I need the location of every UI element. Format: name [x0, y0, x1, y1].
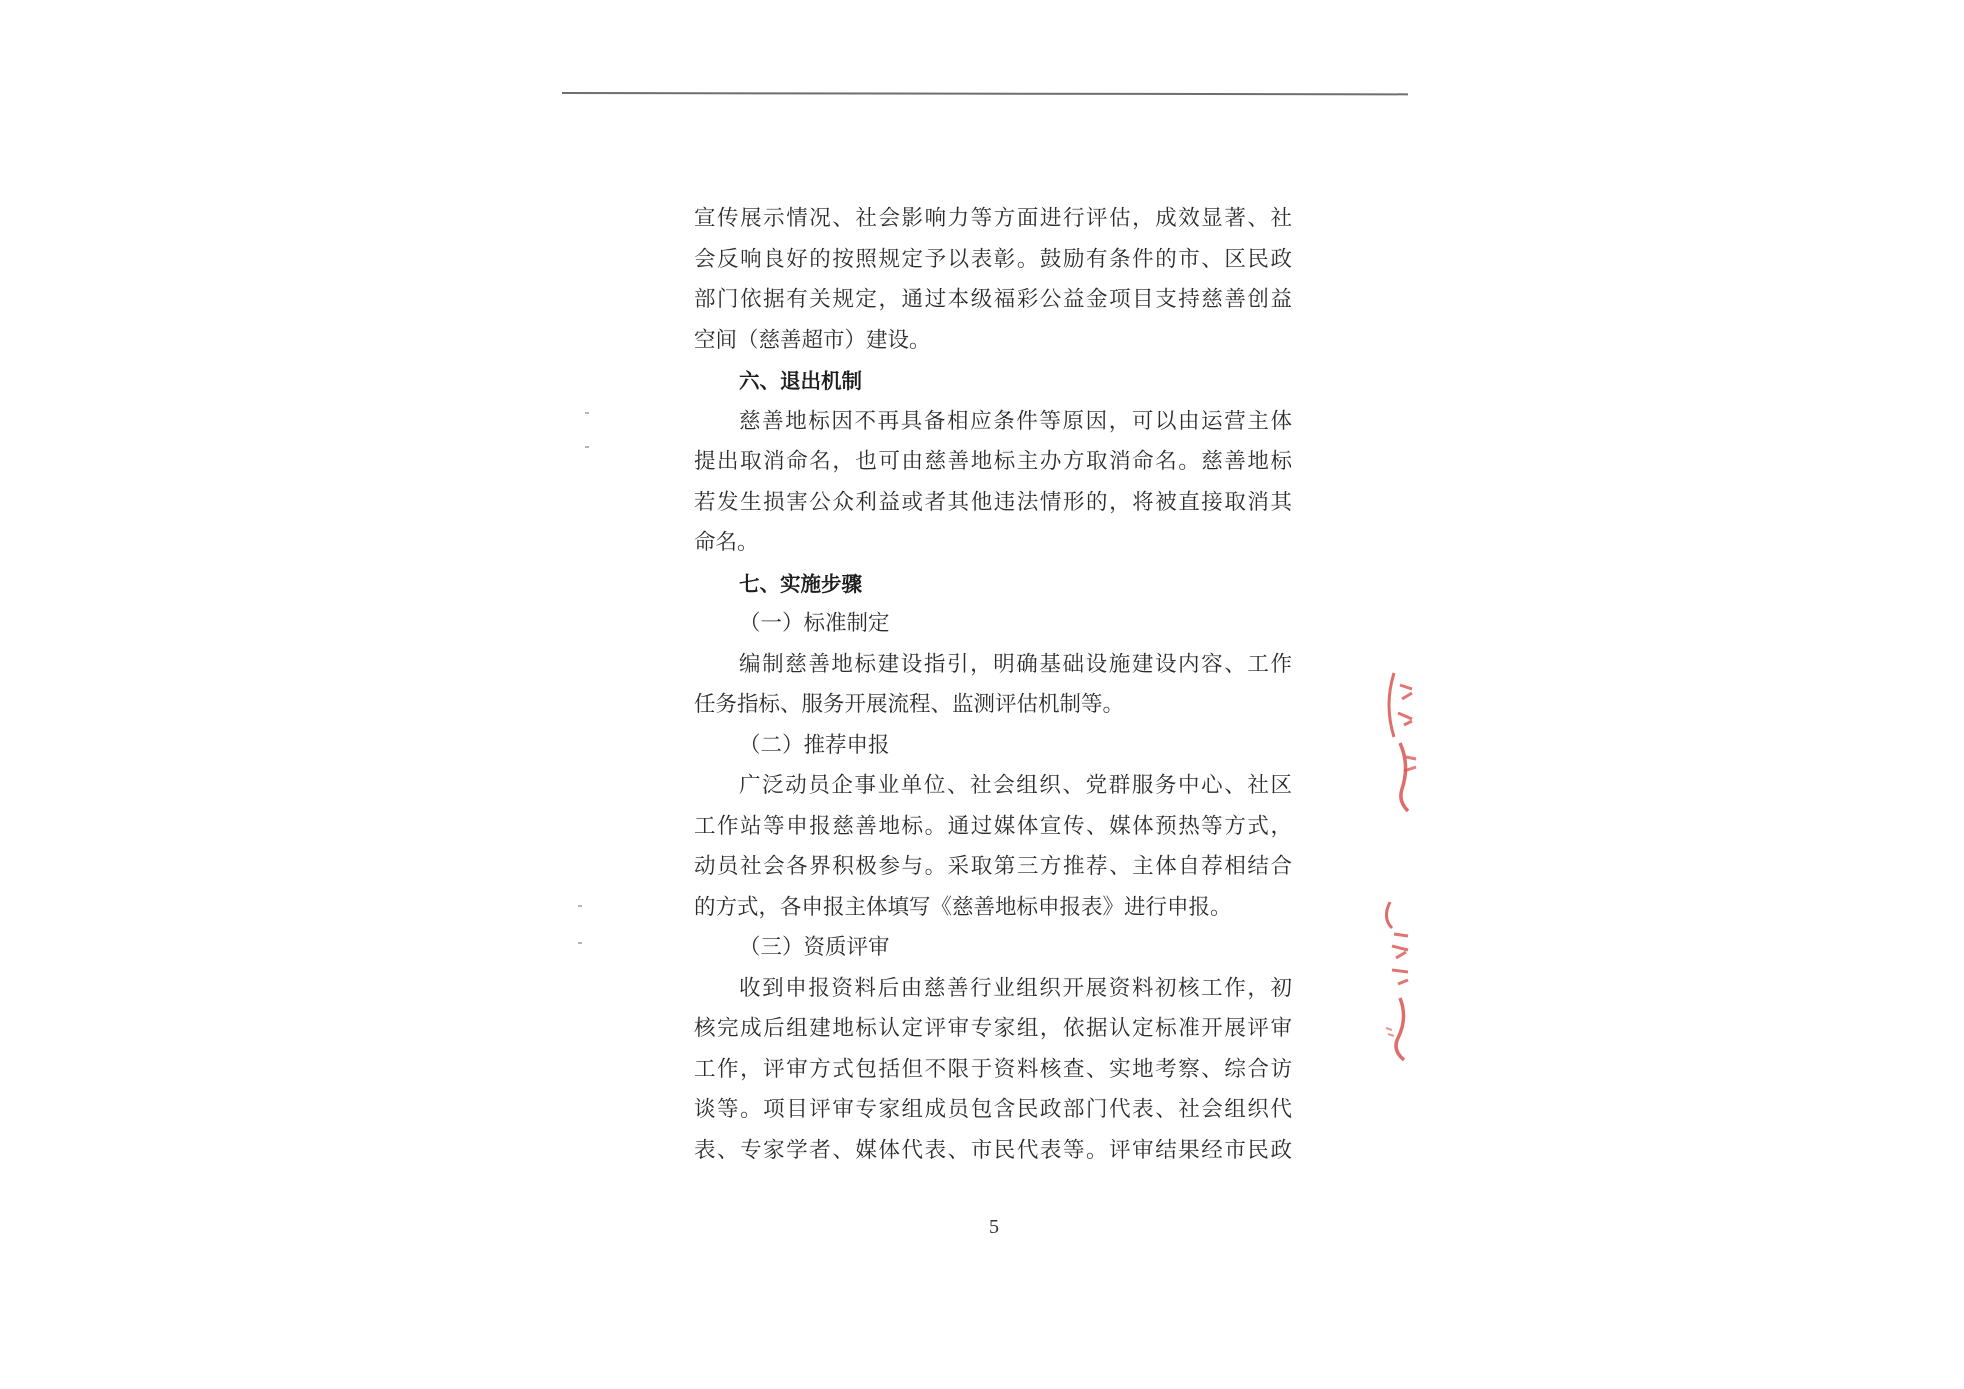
body-line: 慈善地标因不再具备相应条件等原因，可以由运营主体 — [739, 408, 1292, 434]
body-line: 若发生损害公众利益或者其他违法情形的，将被直接取消其 — [694, 489, 1292, 515]
body-line: 会反响良好的按照规定予以表彰。鼓励有条件的市、区民政 — [694, 246, 1292, 272]
body-line: 广泛动员企事业单位、社会组织、党群服务中心、社区 — [739, 773, 1292, 798]
document-body — [694, 199, 1292, 1171]
body-line: 任务指标、服务开展流程、监测评估机制等。 — [694, 692, 1125, 717]
scan-speck — [585, 446, 589, 448]
body-line: 动员社会各界积极参与。采取第三方推荐、主体自荐相结合 — [694, 854, 1292, 879]
body-line: 工作，评审方式包括但不限于资料核查、实地考察、综合访 — [694, 1056, 1292, 1082]
seal-stamp-lower — [1378, 898, 1438, 1068]
header-rule — [562, 92, 1408, 95]
seal-stamp-upper — [1380, 665, 1440, 815]
body-line: 收到申报资料后由慈善行业组织开展资料初核工作，初 — [739, 975, 1292, 1001]
subsection-heading: （一）标准制定 — [739, 611, 890, 636]
body-line: 核完成后组建地标认定评审专家组，依据认定标准开展评审 — [694, 1016, 1292, 1041]
page-number: 5 — [989, 1216, 999, 1238]
scan-speck — [578, 905, 582, 907]
body-line: 谈等。项目评审专家组成员包含民政部门代表、社会组织代 — [694, 1097, 1292, 1122]
body-line: 空间（慈善超市）建设。 — [694, 327, 931, 353]
body-line: 命名。 — [694, 530, 759, 555]
section-heading: 七、实施步骤 — [739, 571, 862, 596]
body-line: 宣传展示情况、社会影响力等方面进行评估，成效显著、社 — [694, 206, 1292, 231]
scan-speck — [578, 942, 582, 944]
subsection-heading: （二）推荐申报 — [739, 732, 890, 758]
body-line: 的方式，各申报主体填写《慈善地标申报表》进行申报。 — [694, 894, 1232, 920]
subsection-heading: （三）资质评审 — [739, 935, 890, 960]
body-line: 提出取消命名，也可由慈善地标主办方取消命名。慈善地标 — [694, 449, 1292, 474]
scan-speck — [585, 412, 589, 414]
body-line: 部门依据有关规定，通过本级福彩公益金项目支持慈善创益 — [694, 287, 1292, 312]
body-line: 表、专家学者、媒体代表、市民代表等。评审结果经市民政 — [694, 1137, 1292, 1163]
section-heading: 六、退出机制 — [739, 369, 862, 393]
body-line: 工作站等申报慈善地标。通过媒体宣传、媒体预热等方式， — [694, 813, 1292, 839]
body-line: 编制慈善地标建设指引，明确基础设施建设内容、工作 — [739, 651, 1292, 677]
